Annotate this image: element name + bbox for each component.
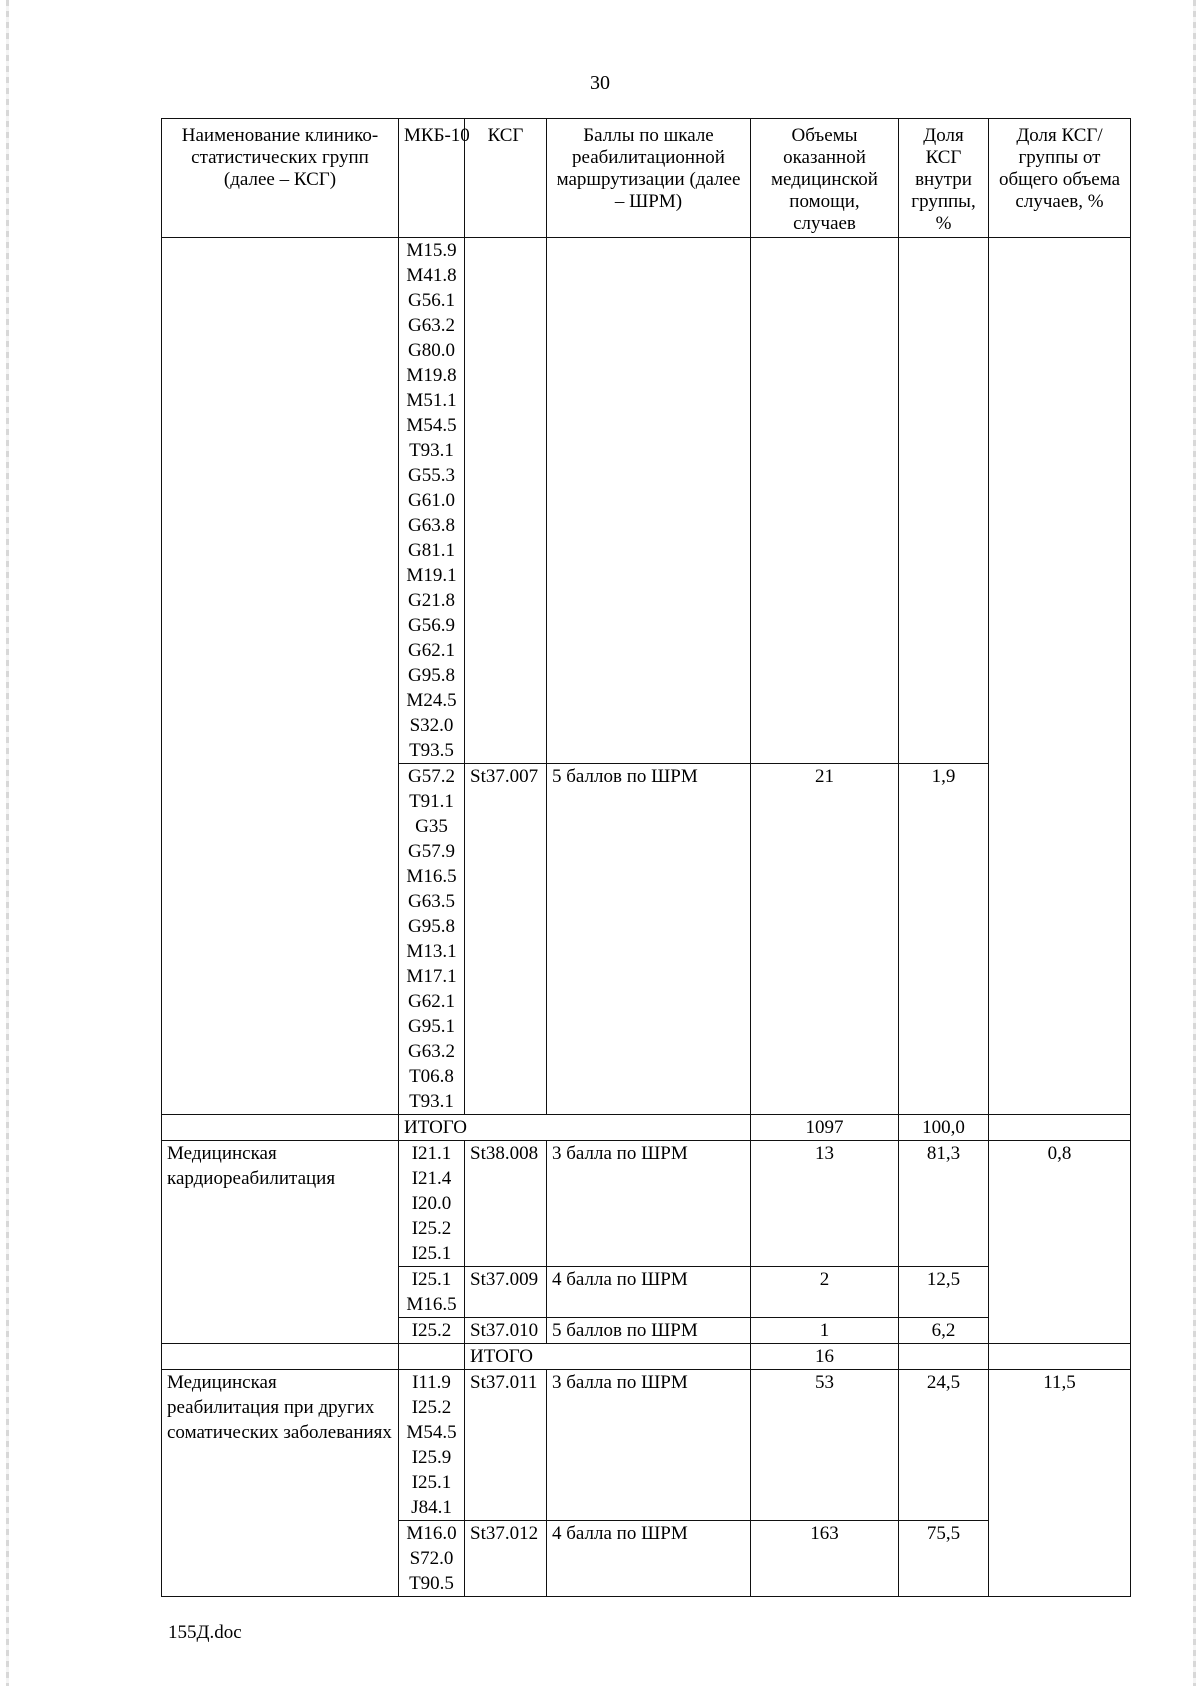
empty-cell (989, 1344, 1131, 1370)
icd-code: I25.9 (411, 1447, 452, 1468)
volume-cell: 21 (751, 764, 899, 1115)
empty-cell (899, 1344, 989, 1370)
table-header-row (162, 119, 1131, 238)
share-cell: 1,9 (899, 764, 989, 1115)
icd-code: G57.2 (408, 766, 455, 787)
icd-code: G95.1 (408, 1016, 455, 1037)
icd-code: M16.5 (406, 1294, 457, 1315)
icd-code: I25.2 (411, 1218, 452, 1239)
share-cell: 12,5 (899, 1267, 989, 1318)
icd-code: M16.5 (406, 866, 457, 887)
volume-cell: 163 (751, 1521, 899, 1597)
share-cell: 6,2 (899, 1318, 989, 1344)
icd-code: G56.1 (408, 290, 455, 311)
score-cell: 4 балла по ШРМ (547, 1521, 751, 1597)
icd-code: G56.9 (408, 615, 455, 636)
header-share-total: Доля КСГ/группы от общего объема случаев, % (989, 119, 1131, 238)
total-label: ИТОГО (399, 1115, 751, 1141)
table-row (162, 1370, 1131, 1521)
icd-code: T93.1 (409, 1091, 454, 1112)
icd-code: M19.1 (406, 565, 457, 586)
icd-code: M17.1 (406, 966, 457, 987)
icd-code: M51.1 (406, 390, 457, 411)
icd-code: G63.5 (408, 891, 455, 912)
icd-code-list (399, 1521, 465, 1597)
ksg-cell: St37.009 (465, 1267, 547, 1318)
empty-cell (399, 1344, 465, 1370)
icd-code: T93.5 (409, 740, 454, 761)
icd-code-list (399, 1318, 465, 1344)
icd-code: G21.8 (408, 590, 455, 611)
icd-code-list (399, 1141, 465, 1267)
icd-code: M19.8 (406, 365, 457, 386)
icd-code: M41.8 (406, 265, 457, 286)
score-cell: 5 баллов по ШРМ (547, 1318, 751, 1344)
share-cell (899, 238, 989, 764)
icd-code-list (399, 1370, 465, 1521)
volume-cell: 53 (751, 1370, 899, 1521)
icd-code-list (399, 1267, 465, 1318)
header-icd10: МКБ-10 (399, 119, 465, 238)
share-cell: 75,5 (899, 1521, 989, 1597)
ksg-cell: St37.007 (465, 764, 547, 1115)
icd-code: G57.9 (408, 841, 455, 862)
icd-code: M16.0 (406, 1523, 457, 1544)
total-row (162, 1115, 1131, 1141)
rehab-ksg-table (161, 118, 1131, 1597)
icd-code: M54.5 (406, 415, 457, 436)
volume-cell (751, 238, 899, 764)
icd-code-list (399, 238, 465, 764)
icd-code: I25.1 (411, 1472, 452, 1493)
icd-code: G62.1 (408, 640, 455, 661)
ksg-cell: St37.010 (465, 1318, 547, 1344)
icd-code: I21.4 (411, 1168, 452, 1189)
volume-cell: 2 (751, 1267, 899, 1318)
continued-name-cell (162, 238, 399, 1115)
score-cell (547, 238, 751, 764)
score-cell: 3 балла по ШРМ (547, 1141, 751, 1267)
icd-code: I25.1 (411, 1243, 452, 1264)
header-volume: Объемы оказанной медицинской помощи, случаев (751, 119, 899, 238)
icd-code: M13.1 (406, 941, 457, 962)
total-row (162, 1344, 1131, 1370)
volume-cell: 1 (751, 1318, 899, 1344)
icd-code: G80.0 (408, 340, 455, 361)
icd-code: M15.9 (406, 240, 457, 261)
icd-code: I20.0 (411, 1193, 452, 1214)
icd-code: I11.9 (412, 1372, 451, 1393)
volume-cell: 13 (751, 1141, 899, 1267)
icd-code: I25.1 (411, 1269, 452, 1290)
icd-code: G61.0 (408, 490, 455, 511)
empty-cell (162, 1115, 399, 1141)
icd-code: I25.2 (411, 1320, 452, 1341)
icd-code: G55.3 (408, 465, 455, 486)
icd-code: T91.1 (409, 791, 454, 812)
total-share: 100,0 (899, 1115, 989, 1141)
icd-code: G63.2 (408, 1041, 455, 1062)
icd-code: T90.5 (409, 1573, 454, 1594)
icd-code: I25.2 (411, 1397, 452, 1418)
total-volume: 1097 (751, 1115, 899, 1141)
header-ksg-name: Наименование клинико-статистических групп (далее – КСГ) (162, 119, 399, 238)
empty-cell (989, 1115, 1131, 1141)
icd-code: T06.8 (409, 1066, 454, 1087)
score-cell: 4 балла по ШРМ (547, 1267, 751, 1318)
scan-edge-right (1193, 0, 1196, 1686)
table-row (162, 1141, 1131, 1267)
icd-code: S72.0 (409, 1548, 454, 1569)
footer-filename: 155Д.doc (168, 1622, 242, 1643)
total-volume: 16 (751, 1344, 899, 1370)
group-share-cell: 11,5 (989, 1370, 1131, 1597)
group-name-somatic: Медицинская реабилитация при других соматических заболеваниях (162, 1370, 399, 1597)
score-cell: 5 баллов по ШРМ (547, 764, 751, 1115)
icd-code: T93.1 (409, 440, 454, 461)
icd-code: G95.8 (408, 916, 455, 937)
empty-cell (162, 1344, 399, 1370)
icd-code: G35 (415, 816, 448, 837)
group-name-cardio: Медицинская кардиореабилитация (162, 1141, 399, 1344)
total-label: ИТОГО (465, 1344, 751, 1370)
icd-code-list (399, 764, 465, 1115)
ksg-cell: St38.008 (465, 1141, 547, 1267)
ksg-cell: St37.011 (465, 1370, 547, 1521)
group-share-cell (989, 238, 1131, 1115)
score-cell: 3 балла по ШРМ (547, 1370, 751, 1521)
icd-code: I21.1 (411, 1143, 452, 1164)
scan-edge-left (6, 0, 9, 1686)
header-ksg: КСГ (465, 119, 547, 238)
icd-code: M54.5 (406, 1422, 457, 1443)
icd-code: G81.1 (408, 540, 455, 561)
header-shrm-score: Баллы по шкале реабилитационной маршрутизации (далее – ШРМ) (547, 119, 751, 238)
ksg-cell (465, 238, 547, 764)
icd-code: S32.0 (409, 715, 454, 736)
ksg-cell: St37.012 (465, 1521, 547, 1597)
header-share-in-group: Доля КСГ внутри группы, % (899, 119, 989, 238)
page-number: 30 (590, 72, 610, 94)
share-cell: 24,5 (899, 1370, 989, 1521)
icd-code: G95.8 (408, 665, 455, 686)
table-row (162, 238, 1131, 764)
icd-code: G63.2 (408, 315, 455, 336)
icd-code: J84.1 (411, 1497, 452, 1518)
icd-code: G62.1 (408, 991, 455, 1012)
icd-code: M24.5 (406, 690, 457, 711)
group-share-cell: 0,8 (989, 1141, 1131, 1344)
share-cell: 81,3 (899, 1141, 989, 1267)
icd-code: G63.8 (408, 515, 455, 536)
